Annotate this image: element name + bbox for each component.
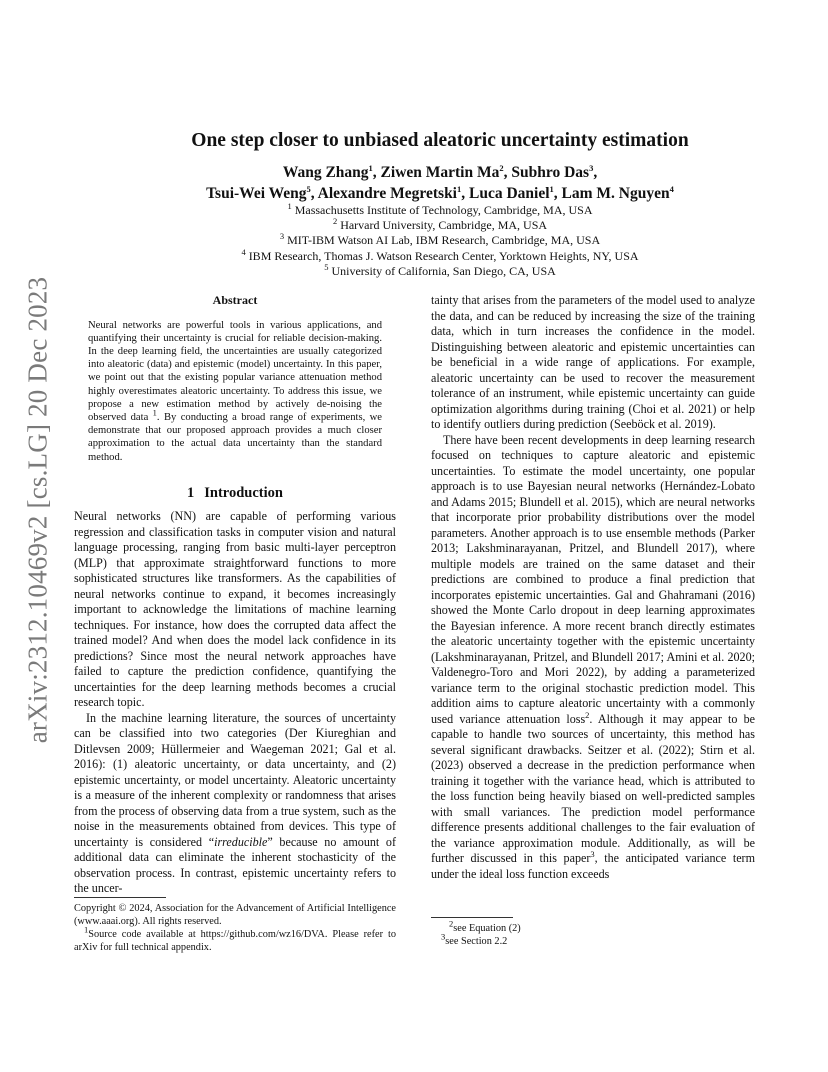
affiliation	[60, 246, 820, 264]
copyright-notice: Copyright © 2024, Association for the Advancement of Artificial Intelligence (www.aaai.org). All rights reserved.	[74, 903, 396, 927]
affil-marker: 3	[589, 162, 594, 173]
footnote-text: see Section 2.2	[445, 936, 508, 947]
affil-number: 1	[287, 201, 292, 211]
right-footnotes	[431, 918, 755, 948]
author-name: Ziwen Martin Ma	[380, 164, 500, 181]
paragraph	[74, 711, 396, 897]
affil-number: 5	[324, 261, 329, 272]
abstract-body	[74, 319, 396, 464]
footnote	[431, 931, 755, 948]
footnote-number: 1	[84, 924, 89, 935]
abstract-text: Neural networks are powerful tools in various applications, and quantifying their uncertainty is crucial for reliable decision-making. In the deep learning field, the uncertainties are usually categorized into aleatoric (data) and epistemic (model) uncertainty. In this paper, we point out that the existing popular variance attenuation method highly overestimates aleatoric uncertainty. To address this issue, we propose a new estimation method by actively de-noising the observed data	[88, 319, 382, 423]
affil-number: 3	[279, 231, 285, 242]
footnote-rule	[431, 917, 513, 918]
paper-title: One step closer to unbiased aleatoric uncertainty estimation	[191, 130, 689, 151]
author-name: Alexandre Megretski	[317, 185, 457, 202]
affiliation	[60, 203, 820, 218]
section-number: 1	[187, 484, 195, 501]
paragraph: Neural networks (NN) are capable of performing various regression and classification tasks in computer vision and natural language processing, ranging from basic multi-layer perceptron (MLP) that approximate straightforward functions to more sophisticated structures like transformers. As the capabilities of neural networks continue to expand, it becomes increasingly important to acknowledge the limitations of machine learning techniques. For instance, how does the corrupted data affect the trained model? And when does the model lack confidence in its predictions? Since most the neural network approaches have failed to capture the prediction confidence, quantifying the uncertainties for the deep learning methods becomes a crucial research topic.	[74, 509, 396, 710]
footnote-number: 3	[441, 931, 446, 942]
footnote-text: see Equation (2)	[453, 923, 521, 934]
left-footnotes	[74, 902, 396, 954]
affil-text: Harvard University, Cambridge, MA, USA	[340, 218, 548, 233]
footnote-marker: 1	[152, 407, 157, 418]
author-name: Luca Daniel	[469, 185, 550, 202]
affiliation	[60, 233, 820, 248]
footnote-text: Source code available at https://github.com/wz16/DVA. Please refer to arXiv for full technical appendix.	[74, 929, 396, 953]
paragraph-text: . Although it may appear to be capable to handle two sources of uncertainty, this method has several significant drawbacks. Seitzer et al. (2022); Stirn et al. (2023) observed a decrease in the prediction performance when training it together with the variance head, which is attributed to the loss function being heavily biased on well-predicted samples with small variances. The prediction model performance difference presents additional challenges to the fair evaluation of the variance approximation module. Additionally, as will be further discussed in this paper	[431, 711, 755, 865]
footnote-marker: 3	[590, 848, 595, 859]
affil-text: Massachusetts Institute of Technology, Cambridge, MA, USA	[294, 203, 593, 217]
affil-text: University of California, San Diego, CA, USA	[331, 263, 556, 278]
affil-marker: 1	[457, 183, 462, 194]
footnote	[74, 924, 396, 954]
paragraph-text: , the anticipated variance term under the ideal loss function exceeds	[431, 851, 755, 881]
affil-text: IBM Research, Thomas J. Watson Research Center, Yorktown Heights, NY, USA	[248, 248, 639, 263]
section-heading	[74, 486, 396, 502]
abstract-text: . By conducting a broad range of experiments, we demonstrate that our proposed approach provides a much closer approximation to the actual data uncertainty than the standard method.	[88, 411, 383, 463]
section-title: Introduction	[204, 484, 283, 501]
arxiv-side-label	[18, 276, 58, 744]
footnote	[431, 918, 755, 935]
author-name: Lam M. Nguyen	[561, 185, 670, 202]
affiliation	[60, 261, 820, 279]
footnote-marker: 2	[585, 709, 590, 720]
paragraph	[431, 433, 755, 883]
affil-marker: 2	[499, 162, 504, 173]
affil-number: 2	[332, 216, 338, 227]
affil-marker: 1	[368, 162, 373, 173]
paragraph-text: ” because no amount of additional data can eliminate the inherent stochasticity of the observation process. In contrast, epistemic uncertainty refers to the uncer-	[74, 834, 396, 896]
author-list: Wang Zhang$^1$, Ziwen Martin Ma$^2$, Subhro Das$^3$, Tsui-Wei Weng$^5$, Alexandre Megretski$^1$, Luca Daniel$^1$, Lam M. Nguyen$^4$	[206, 162, 674, 202]
author-name: Subhro Das	[511, 164, 590, 181]
right-column	[431, 293, 755, 882]
paragraph-continued: tainty that arises from the parameters of the model used to analyze the data, and can be reduced by increasing the size of the training data, which in turn increases the confidence in the model. Distinguishing between aleatoric and epistemic uncertainties can be beneficial in a wide range of applications. For example, aleatoric uncertainty can be used to recover the measurement tolerance of an instrument, while epistemic uncertainty can guide optimization algorithms during training (Choi et al. 2021) or help to identify outliers during prediction (Seeböck et al. 2019).	[431, 293, 755, 431]
paragraph-text: In the machine learning literature, the sources of uncertainty can be classified into two categories (Der Kiureghian and Ditlevsen 2009; Hüllermeier and Waegeman 2021; Gal et al. 2016): (1) aleatoric uncertainty, or data uncertainty, and (2) epistemic uncertainty, or model uncertainty. Aleatoric uncertainty is a measure of the inherent complexity or randomness that arises from the process of observing data from a true system, such as the noise in the measurements obtained from devices. This type of uncertainty is considered “	[74, 710, 396, 849]
paragraph-text: There have been recent developments in deep learning research focused on techniques to capture aleatoric and epistemic uncertainties. To estimate the model uncertainty, one popular approach is to use Bayesian neural networks (Hernández-Lobato and Adams 2015; Blundell et al. 2015), which are neural networks that incorporate prior probability distributions over the model parameters. Another approach is to use ensemble methods (Parker 2013; Lakshminarayanan, Pritzel, and Blundell 2017), where multiple models are trained on the same dataset and their predictions are combined to produce a final prediction that incorporates epistemic uncertainties. Gal and Ghahramani (2016) showed the Monte Carlo dropout in deep learning approximates the Bayesian inference. A more recent branch directly estimates the aleatoric uncertainty together with the epistemic uncertainty (Lakshminarayanan, Pritzel, and Blundell 2017; Amini et al. 2020; Valdenegro-Toro and Mori 2022), by adding a parameterized variance term to the original stochastic prediction model. This addition aims to capture aleatoric uncertainty with a commonly used variance attenuation loss	[431, 432, 755, 726]
footnote-rule	[74, 897, 166, 898]
affil-marker: 4	[669, 183, 674, 194]
affil-number: 4	[241, 246, 246, 257]
emphasis: irreducible	[214, 834, 268, 849]
author-name: Wang Zhang	[282, 164, 369, 181]
abstract-heading: Abstract	[212, 293, 258, 307]
affil-text: MIT-IBM Watson AI Lab, IBM Research, Cambridge, MA, USA	[287, 233, 601, 248]
affil-marker: 5	[306, 183, 311, 194]
arxiv-identifier: arXiv:2312.10469v2 [cs.LG] 20 Dec 2023	[22, 276, 53, 744]
author-name: Tsui-Wei Weng	[206, 185, 307, 202]
left-column	[74, 293, 396, 897]
affiliation-list	[60, 203, 820, 279]
affil-marker: 1	[549, 183, 554, 194]
footnote-number: 2	[449, 918, 454, 929]
affiliation	[60, 218, 820, 233]
